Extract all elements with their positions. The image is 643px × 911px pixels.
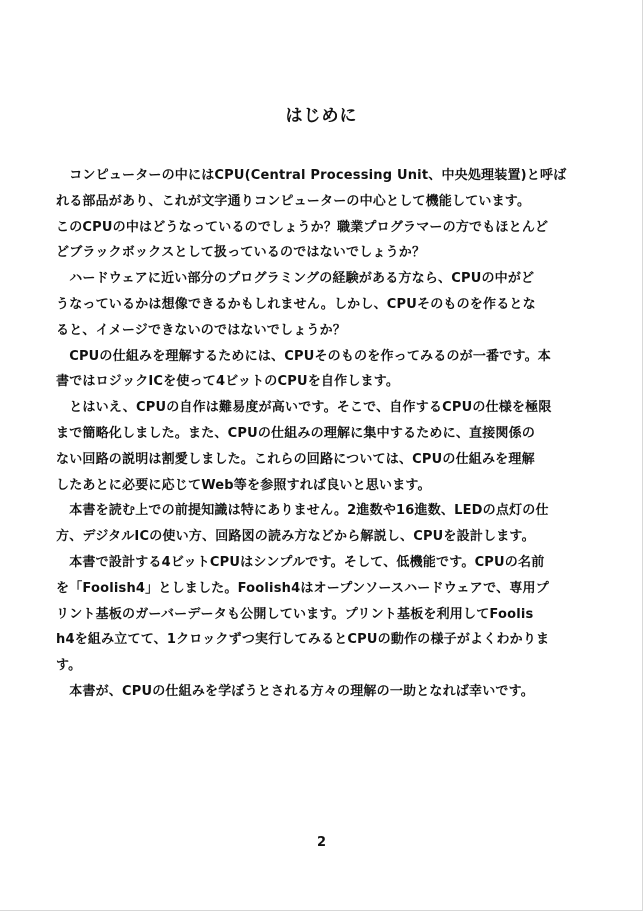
- text-line: ると、イメージできないのではないでしょうか？: [56, 322, 347, 338]
- text-line: うなっているかは想像できるかもしれません。しかし、CPUそのものを作るとな: [56, 296, 536, 312]
- text-line: とはいえ、CPUの自作は難易度が高いです。そこで、自作するCPUの仕様を極限: [56, 400, 552, 416]
- text-line: 本書で設計する4ビットCPUはシンプルです。そして、低機能です。CPUの名前: [56, 554, 545, 570]
- text-line: したあとに必要に応じてWeb等を参照すれば良いと思います。: [56, 477, 431, 493]
- text-line: リント基板のガーバーデータも公開しています。プリント基板を利用してFoolis: [56, 606, 534, 622]
- page-number: 2: [316, 835, 327, 850]
- text-line: す。: [56, 658, 82, 674]
- text-line: このCPUの中はどうなっているのでしょうか？職業プログラマーの方でもほとんど: [56, 219, 549, 235]
- text-line: 本書が、CPUの仕組みを学ぼうとされる方々の理解の一助となれば幸いです。: [56, 683, 534, 699]
- body-text: [56, 163, 570, 705]
- text-line: まで簡略化しました。また、CPUの仕組みの理解に集中するために、直接関係の: [56, 425, 536, 441]
- text-line: 書ではロジックICを使って4ビットのCPUを自作します。: [56, 374, 400, 390]
- text-line: ない回路の説明は割愛しました。これらの回路については、CPUの仕組みを理解: [56, 451, 535, 467]
- text-line: 方、デジタルICの使い方、回路図の読み方などから解説し、CPUを設計します。: [56, 529, 535, 545]
- text-line: れる部品があり、これが文字通りコンピューターの中心として機能しています。: [56, 193, 531, 209]
- text-line: 本書を読む上での前提知識は特にありません。2進数や16進数、LEDの点灯の仕: [56, 503, 549, 519]
- text-line: どブラックボックスとして扱っているのではないでしょうか？: [56, 245, 426, 261]
- text-line: h4を組み立てて、1クロックずつ実行してみるとCPUの動作の様子がよくわかりま: [56, 632, 550, 648]
- text-line: ハードウェアに近い部分のプログラミングの経験がある方なら、CPUの中がど: [56, 271, 535, 287]
- text-line: を「Foolish4」としました。Foolish4はオープンソースハードウェアで、専用プ: [56, 580, 549, 596]
- text-line: コンピューターの中にはCPU(Central Processing Unit、中央処理装置)と呼ば: [56, 168, 567, 183]
- text-line: CPUの仕組みを理解するためには、CPUそのものを作ってみるのが一番です。本: [56, 348, 552, 364]
- page-title: はじめに: [285, 106, 358, 126]
